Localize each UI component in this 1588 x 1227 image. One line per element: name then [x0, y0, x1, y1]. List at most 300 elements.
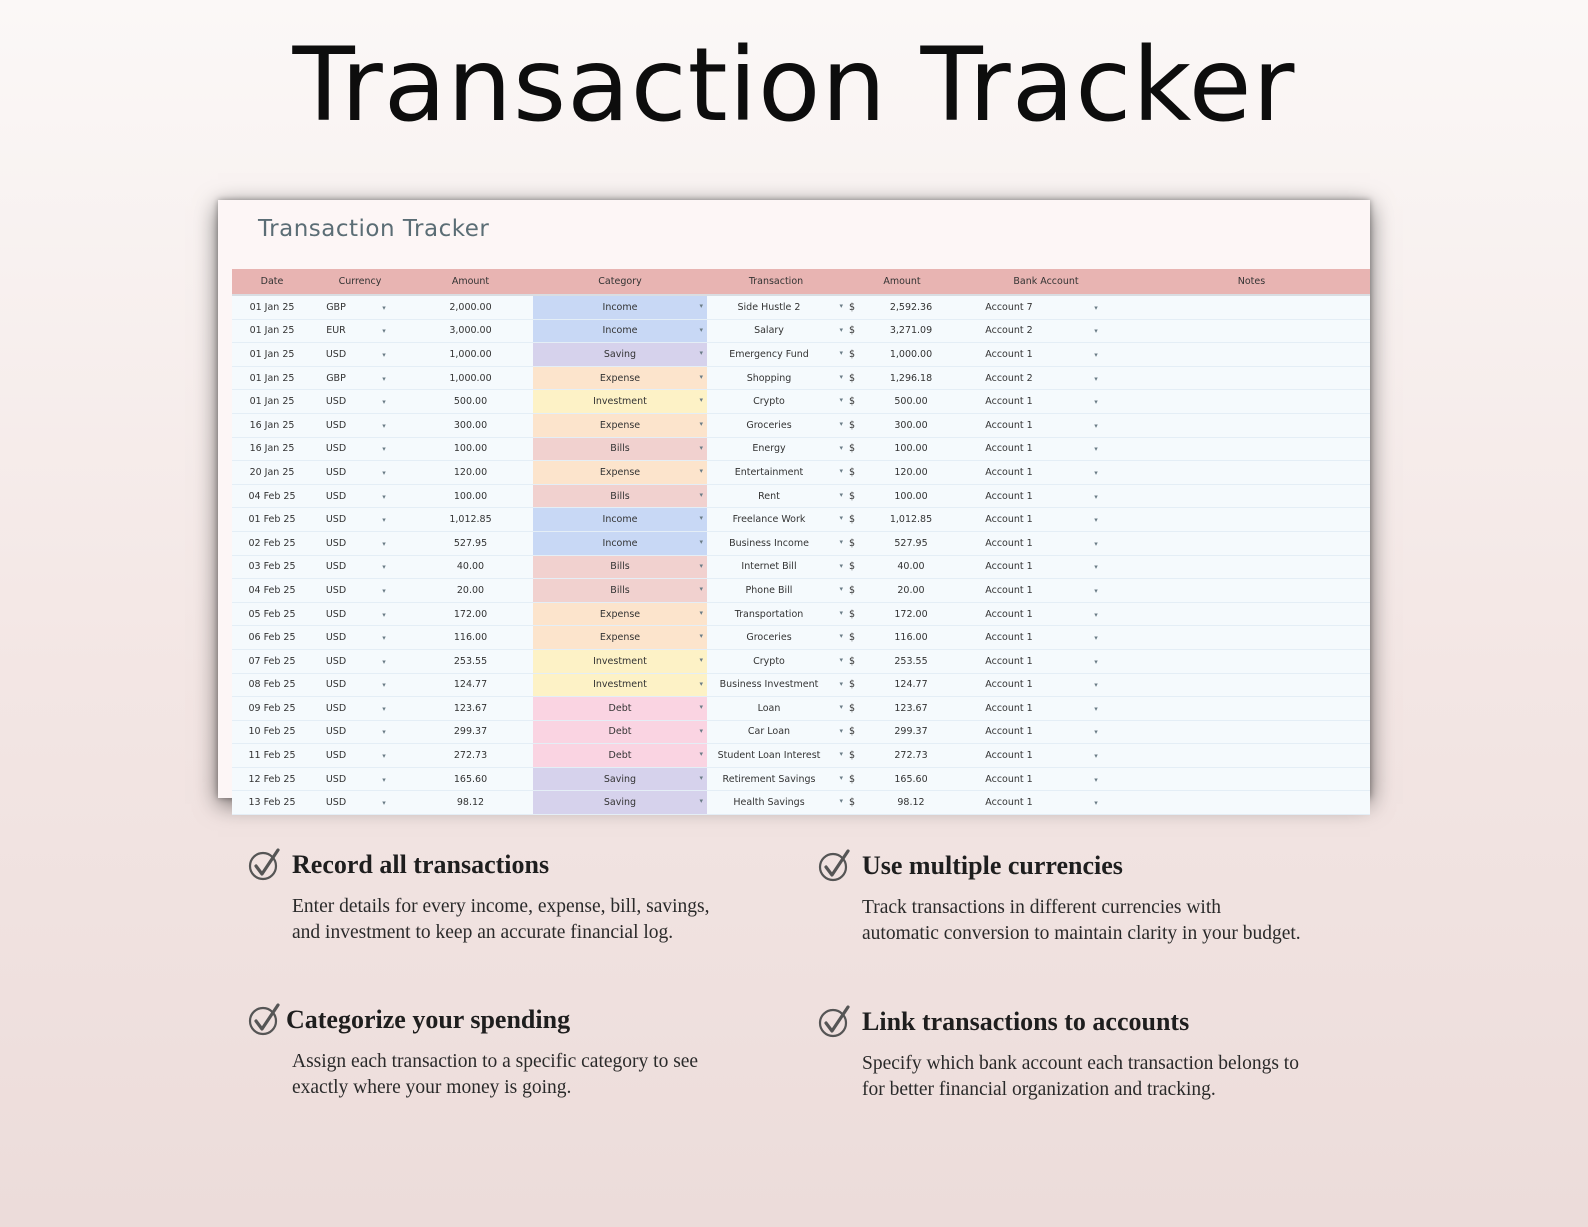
- cell-notes[interactable]: [1133, 791, 1370, 815]
- currency-dropdown[interactable]: [360, 697, 408, 721]
- chevron-down-icon[interactable]: ▾: [699, 561, 703, 570]
- currency-dropdown[interactable]: [360, 508, 408, 532]
- chevron-down-icon[interactable]: ▾: [1094, 775, 1098, 784]
- chevron-down-icon[interactable]: ▾: [1094, 374, 1098, 383]
- cell-bank-account[interactable]: Account 2: [959, 319, 1059, 343]
- account-dropdown[interactable]: [1059, 626, 1133, 650]
- account-dropdown[interactable]: [1059, 720, 1133, 744]
- cell-notes[interactable]: [1133, 531, 1370, 555]
- cell-bank-account[interactable]: Account 1: [959, 649, 1059, 673]
- cell-transaction[interactable]: [707, 437, 845, 461]
- cell-currency[interactable]: USD: [312, 413, 360, 437]
- cell-currency-symbol: $: [845, 508, 863, 532]
- cell-bank-account[interactable]: Account 1: [959, 484, 1059, 508]
- cell-currency[interactable]: USD: [312, 531, 360, 555]
- cell-currency[interactable]: USD: [312, 720, 360, 744]
- cell-amount[interactable]: 40.00: [408, 555, 533, 579]
- cell-category[interactable]: [533, 295, 707, 319]
- cell-bank-account[interactable]: Account 1: [959, 555, 1059, 579]
- cell-date[interactable]: 01 Jan 25: [232, 390, 312, 414]
- cell-transaction[interactable]: [707, 343, 845, 367]
- currency-dropdown[interactable]: [360, 579, 408, 603]
- cell-category[interactable]: [533, 437, 707, 461]
- chevron-down-icon[interactable]: ▾: [839, 632, 843, 641]
- cell-date[interactable]: 11 Feb 25: [232, 744, 312, 768]
- account-dropdown[interactable]: [1059, 390, 1133, 414]
- chevron-down-icon[interactable]: ▾: [382, 350, 386, 359]
- cell-bank-account[interactable]: Account 1: [959, 437, 1059, 461]
- chevron-down-icon[interactable]: ▾: [699, 679, 703, 688]
- cell-date[interactable]: 02 Feb 25: [232, 531, 312, 555]
- cell-category[interactable]: [533, 508, 707, 532]
- currency-dropdown[interactable]: [360, 602, 408, 626]
- cell-date[interactable]: 07 Feb 25: [232, 649, 312, 673]
- cell-transaction[interactable]: [707, 744, 845, 768]
- cell-date[interactable]: 01 Jan 25: [232, 295, 312, 319]
- chevron-down-icon[interactable]: ▾: [839, 514, 843, 523]
- cell-notes[interactable]: [1133, 744, 1370, 768]
- cell-bank-account[interactable]: Account 1: [959, 531, 1059, 555]
- chevron-down-icon[interactable]: ▾: [839, 703, 843, 712]
- cell-transaction[interactable]: [707, 461, 845, 485]
- chevron-down-icon[interactable]: ▾: [699, 443, 703, 452]
- chevron-down-icon[interactable]: ▾: [839, 561, 843, 570]
- chevron-down-icon[interactable]: ▾: [382, 704, 386, 713]
- chevron-down-icon[interactable]: ▾: [699, 608, 703, 617]
- account-dropdown[interactable]: [1059, 508, 1133, 532]
- cell-currency[interactable]: USD: [312, 484, 360, 508]
- chevron-down-icon[interactable]: ▾: [699, 490, 703, 499]
- cell-date[interactable]: 01 Feb 25: [232, 508, 312, 532]
- chevron-down-icon[interactable]: ▾: [1094, 586, 1098, 595]
- currency-dropdown[interactable]: [360, 366, 408, 390]
- cell-bank-account[interactable]: Account 1: [959, 767, 1059, 791]
- chevron-down-icon[interactable]: ▾: [1094, 657, 1098, 666]
- chevron-down-icon[interactable]: ▾: [382, 421, 386, 430]
- chevron-down-icon[interactable]: ▾: [699, 302, 703, 310]
- chevron-down-icon[interactable]: ▾: [699, 655, 703, 664]
- cell-amount[interactable]: 165.60: [408, 767, 533, 791]
- cell-amount[interactable]: 527.95: [408, 531, 533, 555]
- account-dropdown[interactable]: [1059, 437, 1133, 461]
- chevron-down-icon[interactable]: ▾: [382, 374, 386, 383]
- cell-category[interactable]: [533, 484, 707, 508]
- chevron-down-icon[interactable]: ▾: [839, 443, 843, 452]
- cell-notes[interactable]: [1133, 319, 1370, 343]
- chevron-down-icon[interactable]: ▾: [1094, 681, 1098, 690]
- chevron-down-icon[interactable]: ▾: [382, 752, 386, 761]
- cell-category[interactable]: [533, 649, 707, 673]
- chevron-down-icon[interactable]: ▾: [699, 537, 703, 546]
- chevron-down-icon[interactable]: ▾: [839, 750, 843, 759]
- currency-dropdown[interactable]: [360, 390, 408, 414]
- cell-notes[interactable]: [1133, 295, 1370, 319]
- cell-notes[interactable]: [1133, 413, 1370, 437]
- chevron-down-icon[interactable]: ▾: [839, 419, 843, 428]
- cell-currency[interactable]: USD: [312, 791, 360, 815]
- cell-date[interactable]: 05 Feb 25: [232, 602, 312, 626]
- chevron-down-icon[interactable]: ▾: [699, 797, 703, 806]
- cell-amount[interactable]: 1,012.85: [408, 508, 533, 532]
- currency-dropdown[interactable]: [360, 649, 408, 673]
- cell-notes[interactable]: [1133, 697, 1370, 721]
- cell-category[interactable]: [533, 697, 707, 721]
- cell-bank-account[interactable]: Account 1: [959, 697, 1059, 721]
- cell-category[interactable]: [533, 626, 707, 650]
- currency-dropdown[interactable]: [360, 555, 408, 579]
- cell-transaction[interactable]: [707, 791, 845, 815]
- cell-converted-amount: 300.00: [863, 413, 959, 437]
- currency-dropdown[interactable]: [360, 791, 408, 815]
- cell-date[interactable]: 03 Feb 25: [232, 555, 312, 579]
- chevron-down-icon[interactable]: ▾: [839, 325, 843, 334]
- cell-currency[interactable]: USD: [312, 343, 360, 367]
- cell-amount[interactable]: 299.37: [408, 720, 533, 744]
- cell-currency[interactable]: USD: [312, 555, 360, 579]
- cell-transaction[interactable]: [707, 366, 845, 390]
- cell-bank-account[interactable]: Account 1: [959, 413, 1059, 437]
- cell-currency[interactable]: USD: [312, 744, 360, 768]
- cell-notes[interactable]: [1133, 720, 1370, 744]
- cell-amount[interactable]: 2,000.00: [408, 295, 533, 319]
- cell-transaction[interactable]: [707, 555, 845, 579]
- cell-transaction[interactable]: [707, 626, 845, 650]
- chevron-down-icon[interactable]: ▾: [839, 655, 843, 664]
- cell-transaction[interactable]: [707, 649, 845, 673]
- chevron-down-icon[interactable]: ▾: [1094, 468, 1098, 477]
- chevron-down-icon[interactable]: ▾: [1094, 563, 1098, 572]
- cell-currency[interactable]: USD: [312, 626, 360, 650]
- cell-category[interactable]: [533, 343, 707, 367]
- cell-amount[interactable]: 1,000.00: [408, 343, 533, 367]
- account-dropdown[interactable]: [1059, 744, 1133, 768]
- chevron-down-icon[interactable]: ▾: [839, 797, 843, 806]
- account-dropdown[interactable]: [1059, 366, 1133, 390]
- cell-notes[interactable]: [1133, 437, 1370, 461]
- cell-transaction[interactable]: [707, 720, 845, 744]
- currency-dropdown[interactable]: [360, 767, 408, 791]
- chevron-down-icon[interactable]: ▾: [699, 325, 703, 334]
- chevron-down-icon[interactable]: ▾: [382, 492, 386, 501]
- account-dropdown[interactable]: [1059, 413, 1133, 437]
- cell-notes[interactable]: [1133, 649, 1370, 673]
- cell-bank-account[interactable]: Account 1: [959, 461, 1059, 485]
- chevron-down-icon[interactable]: ▾: [839, 490, 843, 499]
- cell-amount[interactable]: 3,000.00: [408, 319, 533, 343]
- cell-notes[interactable]: [1133, 484, 1370, 508]
- cell-notes[interactable]: [1133, 555, 1370, 579]
- chevron-down-icon[interactable]: ▾: [1094, 350, 1098, 359]
- cell-transaction[interactable]: [707, 697, 845, 721]
- chevron-down-icon[interactable]: ▾: [382, 539, 386, 548]
- cell-bank-account[interactable]: Account 1: [959, 343, 1059, 367]
- cell-bank-account[interactable]: Account 1: [959, 744, 1059, 768]
- feature-title: Use multiple currencies: [862, 851, 1123, 880]
- cell-transaction[interactable]: [707, 767, 845, 791]
- cell-currency[interactable]: USD: [312, 649, 360, 673]
- chevron-down-icon[interactable]: ▾: [699, 726, 703, 735]
- cell-bank-account[interactable]: Account 1: [959, 508, 1059, 532]
- cell-currency-symbol: $: [845, 626, 863, 650]
- cell-date[interactable]: 04 Feb 25: [232, 579, 312, 603]
- cell-transaction[interactable]: [707, 319, 845, 343]
- cell-currency[interactable]: USD: [312, 673, 360, 697]
- cell-date[interactable]: 13 Feb 25: [232, 791, 312, 815]
- chevron-down-icon[interactable]: ▾: [1094, 421, 1098, 430]
- cell-date[interactable]: 04 Feb 25: [232, 484, 312, 508]
- cell-amount[interactable]: 1,000.00: [408, 366, 533, 390]
- cell-amount[interactable]: 272.73: [408, 744, 533, 768]
- chevron-down-icon[interactable]: ▾: [382, 728, 386, 737]
- cell-category[interactable]: [533, 390, 707, 414]
- cell-category[interactable]: [533, 461, 707, 485]
- chevron-down-icon[interactable]: ▾: [1094, 610, 1098, 619]
- cell-date[interactable]: 01 Jan 25: [232, 366, 312, 390]
- cell-bank-account[interactable]: Account 1: [959, 602, 1059, 626]
- cell-category[interactable]: [533, 579, 707, 603]
- account-dropdown[interactable]: [1059, 484, 1133, 508]
- cell-bank-account[interactable]: Account 7: [959, 295, 1059, 319]
- cell-amount[interactable]: 100.00: [408, 437, 533, 461]
- cell-transaction[interactable]: [707, 484, 845, 508]
- cell-amount[interactable]: 123.67: [408, 697, 533, 721]
- cell-transaction[interactable]: [707, 673, 845, 697]
- cell-date[interactable]: 09 Feb 25: [232, 697, 312, 721]
- currency-dropdown[interactable]: [360, 295, 408, 319]
- currency-dropdown[interactable]: [360, 461, 408, 485]
- currency-dropdown[interactable]: [360, 413, 408, 437]
- chevron-down-icon[interactable]: ▾: [382, 586, 386, 595]
- chevron-down-icon[interactable]: ▾: [1094, 539, 1098, 548]
- chevron-down-icon[interactable]: ▾: [1094, 728, 1098, 737]
- currency-dropdown[interactable]: [360, 673, 408, 697]
- cell-notes[interactable]: [1133, 579, 1370, 603]
- cell-transaction[interactable]: [707, 295, 845, 319]
- cell-currency[interactable]: GBP: [312, 366, 360, 390]
- chevron-down-icon[interactable]: ▾: [382, 468, 386, 477]
- chevron-down-icon[interactable]: ▾: [839, 302, 843, 310]
- account-dropdown[interactable]: [1059, 579, 1133, 603]
- chevron-down-icon[interactable]: ▾: [839, 585, 843, 594]
- cell-notes[interactable]: [1133, 602, 1370, 626]
- chevron-down-icon[interactable]: ▾: [699, 514, 703, 523]
- cell-currency[interactable]: USD: [312, 602, 360, 626]
- chevron-down-icon[interactable]: ▾: [1094, 492, 1098, 501]
- cell-category[interactable]: [533, 767, 707, 791]
- chevron-down-icon[interactable]: ▾: [1094, 303, 1098, 312]
- cell-notes[interactable]: [1133, 390, 1370, 414]
- cell-category[interactable]: [533, 602, 707, 626]
- cell-date[interactable]: 01 Jan 25: [232, 319, 312, 343]
- chevron-down-icon[interactable]: ▾: [382, 799, 386, 808]
- chevron-down-icon[interactable]: ▾: [1094, 634, 1098, 643]
- cell-amount[interactable]: 116.00: [408, 626, 533, 650]
- chevron-down-icon[interactable]: ▾: [699, 396, 703, 405]
- cell-converted-amount: 2,592.36: [863, 295, 959, 319]
- cell-currency-symbol: $: [845, 461, 863, 485]
- cell-notes[interactable]: [1133, 461, 1370, 485]
- cell-date[interactable]: 06 Feb 25: [232, 626, 312, 650]
- chevron-down-icon[interactable]: ▾: [699, 703, 703, 712]
- cell-bank-account[interactable]: Account 1: [959, 791, 1059, 815]
- cell-date[interactable]: 12 Feb 25: [232, 767, 312, 791]
- chevron-down-icon[interactable]: ▾: [382, 681, 386, 690]
- cell-category[interactable]: [533, 555, 707, 579]
- account-dropdown[interactable]: [1059, 791, 1133, 815]
- cell-currency[interactable]: USD: [312, 390, 360, 414]
- table-row: [232, 744, 1370, 768]
- feature-text: Assign each transaction to a specific category to see exactly where your money is going.: [292, 1051, 699, 1098]
- chevron-down-icon[interactable]: ▾: [699, 372, 703, 381]
- chevron-down-icon[interactable]: ▾: [382, 303, 386, 312]
- chevron-down-icon[interactable]: ▾: [699, 632, 703, 641]
- category-label: Bills: [610, 490, 630, 502]
- cell-transaction[interactable]: [707, 531, 845, 555]
- currency-dropdown[interactable]: [360, 343, 408, 367]
- cell-amount[interactable]: 20.00: [408, 579, 533, 603]
- account-dropdown[interactable]: [1059, 767, 1133, 791]
- cell-currency[interactable]: USD: [312, 508, 360, 532]
- cell-amount[interactable]: 500.00: [408, 390, 533, 414]
- cell-bank-account[interactable]: Account 1: [959, 673, 1059, 697]
- chevron-down-icon[interactable]: ▾: [699, 467, 703, 476]
- cell-currency[interactable]: EUR: [312, 319, 360, 343]
- cell-bank-account[interactable]: Account 2: [959, 366, 1059, 390]
- cell-date[interactable]: 16 Jan 25: [232, 413, 312, 437]
- category-label: Saving: [603, 773, 637, 785]
- account-dropdown[interactable]: [1059, 602, 1133, 626]
- account-dropdown[interactable]: [1059, 295, 1133, 319]
- cell-date[interactable]: 10 Feb 25: [232, 720, 312, 744]
- cell-notes[interactable]: [1133, 343, 1370, 367]
- cell-notes[interactable]: [1133, 767, 1370, 791]
- currency-dropdown[interactable]: [360, 531, 408, 555]
- cell-date[interactable]: 20 Jan 25: [232, 461, 312, 485]
- category-label: Expense: [599, 372, 641, 384]
- cell-category[interactable]: [533, 531, 707, 555]
- cell-amount[interactable]: 124.77: [408, 673, 533, 697]
- account-dropdown[interactable]: [1059, 697, 1133, 721]
- cell-amount[interactable]: 120.00: [408, 461, 533, 485]
- chevron-down-icon[interactable]: ▾: [382, 610, 386, 619]
- chevron-down-icon[interactable]: ▾: [839, 773, 843, 782]
- cell-transaction[interactable]: [707, 390, 845, 414]
- cell-category[interactable]: [533, 744, 707, 768]
- currency-dropdown[interactable]: [360, 720, 408, 744]
- chevron-down-icon[interactable]: ▾: [1094, 799, 1098, 808]
- cell-amount[interactable]: 253.55: [408, 649, 533, 673]
- chevron-down-icon[interactable]: ▾: [839, 396, 843, 405]
- cell-converted-amount: 120.00: [863, 461, 959, 485]
- cell-bank-account[interactable]: Account 1: [959, 720, 1059, 744]
- cell-category[interactable]: [533, 673, 707, 697]
- cell-amount[interactable]: 100.00: [408, 484, 533, 508]
- chevron-down-icon[interactable]: ▾: [839, 467, 843, 476]
- chevron-down-icon[interactable]: ▾: [699, 419, 703, 428]
- chevron-down-icon[interactable]: ▾: [699, 773, 703, 782]
- chevron-down-icon[interactable]: ▾: [699, 585, 703, 594]
- cell-bank-account[interactable]: Account 1: [959, 626, 1059, 650]
- currency-dropdown[interactable]: [360, 437, 408, 461]
- chevron-down-icon[interactable]: ▾: [1094, 327, 1098, 336]
- cell-notes[interactable]: [1133, 508, 1370, 532]
- chevron-down-icon[interactable]: ▾: [382, 327, 386, 336]
- cell-date[interactable]: 08 Feb 25: [232, 673, 312, 697]
- chevron-down-icon[interactable]: ▾: [382, 634, 386, 643]
- cell-currency[interactable]: USD: [312, 461, 360, 485]
- chevron-down-icon[interactable]: ▾: [382, 516, 386, 525]
- chevron-down-icon[interactable]: ▾: [699, 750, 703, 759]
- cell-date[interactable]: 16 Jan 25: [232, 437, 312, 461]
- chevron-down-icon[interactable]: ▾: [1094, 704, 1098, 713]
- cell-category[interactable]: [533, 319, 707, 343]
- chevron-down-icon[interactable]: ▾: [382, 563, 386, 572]
- account-dropdown[interactable]: [1059, 319, 1133, 343]
- account-dropdown[interactable]: [1059, 343, 1133, 367]
- cell-amount[interactable]: 300.00: [408, 413, 533, 437]
- cell-bank-account[interactable]: Account 1: [959, 390, 1059, 414]
- cell-currency[interactable]: USD: [312, 579, 360, 603]
- currency-dropdown[interactable]: [360, 744, 408, 768]
- chevron-down-icon[interactable]: ▾: [382, 657, 386, 666]
- chevron-down-icon[interactable]: ▾: [839, 349, 843, 358]
- currency-dropdown[interactable]: [360, 484, 408, 508]
- check-circle-icon: [248, 1003, 282, 1037]
- currency-dropdown[interactable]: [360, 626, 408, 650]
- account-dropdown[interactable]: [1059, 531, 1133, 555]
- cell-notes[interactable]: [1133, 626, 1370, 650]
- cell-amount[interactable]: 172.00: [408, 602, 533, 626]
- chevron-down-icon[interactable]: ▾: [699, 349, 703, 358]
- chevron-down-icon[interactable]: ▾: [839, 679, 843, 688]
- chevron-down-icon[interactable]: ▾: [1094, 516, 1098, 525]
- chevron-down-icon[interactable]: ▾: [839, 726, 843, 735]
- chevron-down-icon[interactable]: ▾: [382, 398, 386, 407]
- cell-currency[interactable]: GBP: [312, 295, 360, 319]
- chevron-down-icon[interactable]: ▾: [839, 608, 843, 617]
- chevron-down-icon[interactable]: ▾: [382, 445, 386, 454]
- cell-bank-account[interactable]: Account 1: [959, 579, 1059, 603]
- cell-transaction[interactable]: [707, 413, 845, 437]
- cell-currency[interactable]: USD: [312, 767, 360, 791]
- cell-notes[interactable]: [1133, 673, 1370, 697]
- account-dropdown[interactable]: [1059, 673, 1133, 697]
- account-dropdown[interactable]: [1059, 555, 1133, 579]
- cell-transaction[interactable]: [707, 602, 845, 626]
- account-dropdown[interactable]: [1059, 461, 1133, 485]
- cell-currency[interactable]: USD: [312, 697, 360, 721]
- table-row: [232, 579, 1370, 603]
- cell-transaction[interactable]: [707, 508, 845, 532]
- cell-amount[interactable]: 98.12: [408, 791, 533, 815]
- currency-dropdown[interactable]: [360, 319, 408, 343]
- chevron-down-icon[interactable]: ▾: [1094, 752, 1098, 761]
- cell-transaction[interactable]: [707, 579, 845, 603]
- chevron-down-icon[interactable]: ▾: [839, 537, 843, 546]
- cell-category[interactable]: [533, 366, 707, 390]
- cell-date[interactable]: 01 Jan 25: [232, 343, 312, 367]
- cell-currency[interactable]: USD: [312, 437, 360, 461]
- cell-notes[interactable]: [1133, 366, 1370, 390]
- cell-category[interactable]: [533, 791, 707, 815]
- cell-category[interactable]: [533, 413, 707, 437]
- chevron-down-icon[interactable]: ▾: [382, 775, 386, 784]
- account-dropdown[interactable]: [1059, 649, 1133, 673]
- cell-category[interactable]: [533, 720, 707, 744]
- chevron-down-icon[interactable]: ▾: [1094, 398, 1098, 407]
- chevron-down-icon[interactable]: ▾: [839, 372, 843, 381]
- chevron-down-icon[interactable]: ▾: [1094, 445, 1098, 454]
